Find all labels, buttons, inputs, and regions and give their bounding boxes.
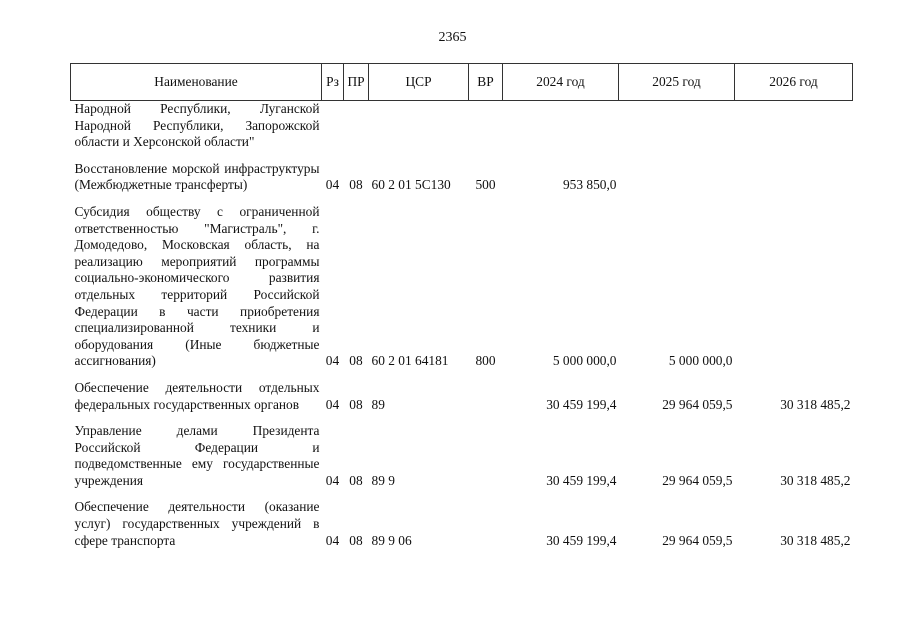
header-2026: 2026 год	[735, 64, 853, 101]
row-2026: 30 318 485,2	[780, 532, 851, 548]
row-rz: 04	[325, 472, 340, 488]
table-row	[71, 204, 853, 370]
row-name: Народной Республики, Луганской Народной Республики, Запорожской области и Херсонской области"	[74, 101, 320, 150]
table-row	[71, 499, 853, 549]
row-rz: 04	[325, 396, 340, 412]
row-spacer	[71, 194, 853, 204]
row-2024: 5 000 000,0	[552, 353, 617, 369]
row-2024: 30 459 199,4	[546, 472, 617, 488]
row-pr: 08	[349, 177, 363, 193]
row-csr: 60 2 01 5С130	[371, 177, 451, 193]
header-rz: Рз	[322, 64, 344, 101]
row-name: Управление делами Президента Российской Федерации и подведомственные ему государственные учреждения	[74, 423, 320, 488]
header-vr: ВР	[469, 64, 503, 101]
header-name: Наименование	[71, 64, 322, 101]
row-spacer	[71, 151, 853, 161]
row-2025	[619, 101, 735, 151]
row-2026: 30 318 485,2	[780, 396, 851, 412]
row-csr	[369, 101, 469, 151]
row-2024: 953 850,0	[562, 177, 617, 193]
row-vr: 800	[475, 353, 496, 369]
row-spacer	[71, 489, 853, 499]
row-2026	[735, 204, 853, 370]
row-2025: 29 964 059,5	[662, 396, 733, 412]
row-vr: 500	[475, 177, 496, 193]
row-2025: 29 964 059,5	[662, 532, 733, 548]
row-csr: 89 9 06	[371, 532, 412, 548]
row-rz	[322, 101, 344, 151]
row-name: Восстановление морской инфраструктуры (Межбюджетные трансферты)	[74, 160, 320, 193]
row-name: Субсидия обществу с ограниченной ответственностью "Магистраль", г. Домодедово, Московская область, на реализацию мероприятий программы социально-экономического развития отдельных территорий Российской Федерации в части приобретения специализированной техники и оборудования (Иные бюджетные ассигнования)	[74, 203, 320, 369]
header-2025: 2025 год	[619, 64, 735, 101]
row-2026	[735, 101, 853, 151]
row-spacer	[71, 413, 853, 423]
row-pr: 08	[349, 396, 363, 412]
row-pr: 08	[349, 472, 363, 488]
row-csr: 89	[371, 396, 385, 412]
row-name: Обеспечение деятельности (оказание услуг) государственных учреждений в сфере транспорта	[74, 499, 320, 548]
row-pr	[344, 101, 369, 151]
table-row	[71, 423, 853, 489]
row-csr: 60 2 01 64181	[371, 353, 449, 369]
row-rz: 04	[325, 177, 340, 193]
row-pr: 08	[349, 532, 363, 548]
row-2024	[503, 101, 619, 151]
table-row	[71, 380, 853, 413]
row-2025: 5 000 000,0	[668, 353, 733, 369]
row-2026: 30 318 485,2	[780, 472, 851, 488]
header-csr: ЦСР	[369, 64, 469, 101]
row-2025	[619, 161, 735, 194]
row-vr	[469, 380, 503, 413]
row-csr: 89 9	[371, 472, 395, 488]
row-spacer	[71, 370, 853, 380]
row-pr: 08	[349, 353, 363, 369]
row-2025: 29 964 059,5	[662, 472, 733, 488]
row-2024: 30 459 199,4	[546, 532, 617, 548]
row-rz: 04	[325, 353, 340, 369]
row-2024: 30 459 199,4	[546, 396, 617, 412]
row-2026	[735, 161, 853, 194]
table-row	[71, 101, 853, 151]
budget-table	[70, 63, 853, 549]
row-name: Обеспечение деятельности отдельных федеральных государственных органов	[74, 379, 320, 412]
header-2024: 2024 год	[503, 64, 619, 101]
row-vr	[469, 423, 503, 489]
table-row	[71, 161, 853, 194]
header-row	[71, 64, 853, 101]
page-number: 2365	[438, 30, 467, 45]
header-pr: ПР	[344, 64, 369, 101]
row-vr	[469, 499, 503, 549]
row-rz: 04	[325, 532, 340, 548]
row-vr	[469, 101, 503, 151]
